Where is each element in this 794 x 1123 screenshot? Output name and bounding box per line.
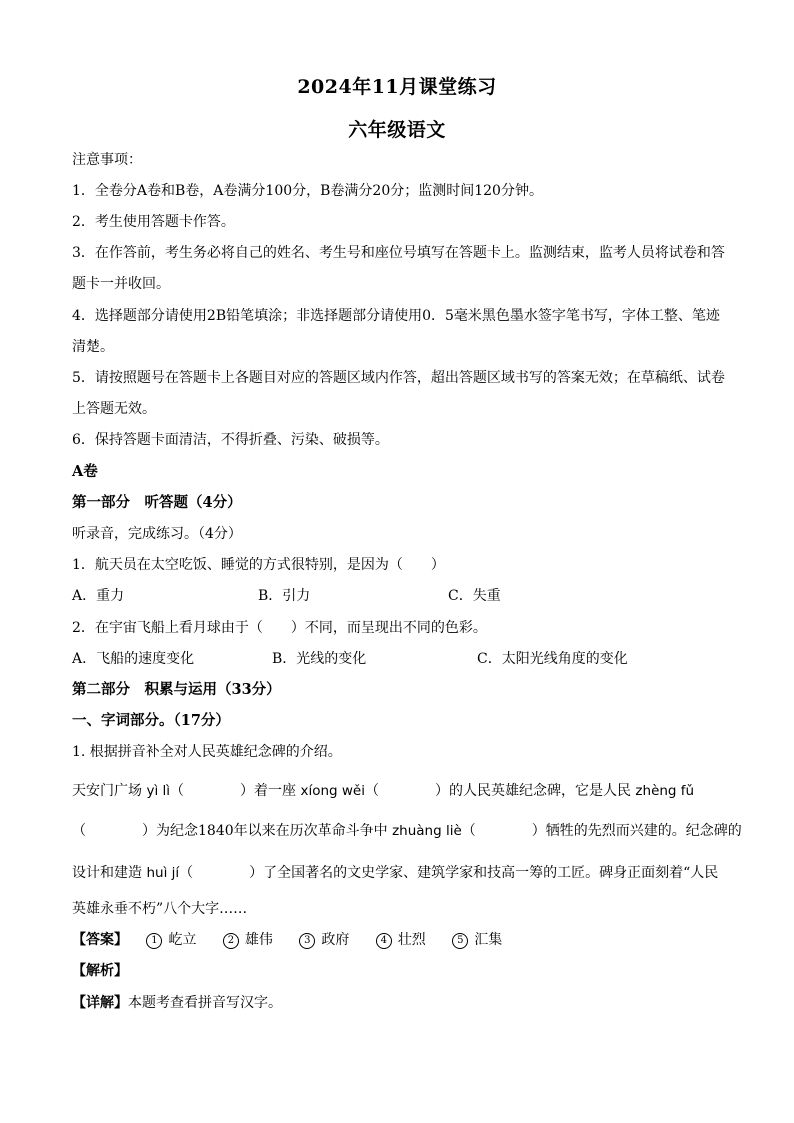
answer-label: 【答案】: [72, 932, 128, 948]
notice-item-5-cont: 上答题无效。: [72, 401, 156, 417]
answer-text: 政府: [321, 932, 350, 948]
circled-number: 2: [223, 933, 239, 949]
pinyin: zhèng fǔ: [635, 783, 695, 799]
passage-line-1: [72, 782, 732, 800]
question-1-stem: 1．航天员在太空吃饭、睡觉的方式很特别，是因为（ ）: [72, 557, 445, 573]
circled-number: 4: [376, 933, 392, 949]
pinyin: xíong wěi: [300, 783, 365, 799]
analysis-label: 【解析】: [72, 963, 128, 979]
pinyin: yì lì: [146, 783, 170, 799]
passage-text: （ ）了全国著名的文史学家、建筑学家和技高一筹的工匠。碑身正面刻着“人民: [179, 865, 719, 881]
notice-item-4: 4．选择题部分请使用2B铅笔填涂；非选择题部分请使用0．5毫米黑色墨水签字笔书写，字体工整、笔迹: [72, 308, 720, 324]
notice-item-3: 3．在作答前，考生务必将自己的姓名、考生号和座位号填写在答题卡上。监测结束，监考人员将试卷和答: [72, 245, 725, 261]
circled-number: 1: [146, 933, 162, 949]
section-a-heading: A卷: [72, 463, 98, 480]
notice-item-4-cont: 清楚。: [72, 339, 114, 355]
notice-heading: 注意事项：: [72, 152, 142, 168]
pinyin: huì jí: [146, 865, 180, 881]
passage-text: （ ）着一座: [170, 783, 301, 799]
notice-item-2: 2．考生使用答题卡作答。: [72, 214, 235, 230]
option-c: C．失重: [448, 588, 501, 604]
option-a: A．飞船的速度变化: [72, 651, 195, 667]
option-b: B．引力: [258, 588, 311, 604]
passage-line-3: [72, 864, 732, 882]
detail-label: 【详解】: [72, 995, 128, 1011]
answer-item-3: [299, 932, 349, 948]
answer-text: 汇集: [474, 932, 503, 948]
option-c: C．太阳光线角度的变化: [477, 651, 628, 667]
passage-text: 天安门广场: [72, 783, 147, 799]
notice-item-1: 1．全卷分A卷和B卷，A卷满分100分，B卷满分20分；监测时间120分钟。: [72, 183, 543, 199]
detail-line: [72, 994, 732, 1012]
question-2-stem: 2．在宇宙飞船上看月球由于（ ）不同，而呈现出不同的色彩。: [72, 620, 487, 636]
passage-text: 设计和建造: [72, 865, 147, 881]
answer-text: 屹立: [168, 932, 197, 948]
part1-heading: 第一部分 听答题（4分）: [72, 494, 242, 511]
notice-item-3-cont: 题卡一并收回。: [72, 276, 170, 292]
notice-item-6: 6．保持答题卡面清洁，不得折叠、污染、破损等。: [72, 432, 389, 448]
page-title: 2024年11月课堂练习: [297, 76, 497, 98]
answer-item-4: [376, 932, 426, 948]
option-b: B．光线的变化: [272, 651, 367, 667]
answer-line: [72, 931, 732, 949]
answer-text: 雄伟: [244, 932, 273, 948]
part1-intro: 听录音，完成练习。（4分）: [72, 526, 242, 542]
answer-item-1: [146, 932, 196, 948]
circled-number: 5: [452, 933, 468, 949]
passage-text: （ ）为纪念1840年以来在历次革命斗争中: [72, 823, 393, 839]
passage-line-4: 英雄永垂不朽”八个大字……: [72, 901, 248, 917]
question-2-options: [72, 650, 732, 668]
word-question-stem: 1. 根据拼音补全对人民英雄纪念碑的介绍。: [72, 744, 342, 760]
passage-text: （ ）牺牲的先烈而兴建的。纪念碑的: [461, 823, 742, 839]
passage-text: （ ）的人民英雄纪念碑，它是人民: [364, 783, 636, 799]
option-a: A．重力: [72, 588, 125, 604]
word-section-heading: 一、字词部分。（17分）: [72, 712, 230, 729]
notice-item-5: 5．请按照题号在答题卡上各题目对应的答题区域内作答，超出答题区域书写的答案无效；在草稿纸、试卷: [72, 370, 725, 386]
part2-heading: 第二部分 积累与运用（33分）: [72, 681, 281, 698]
passage-line-2: [72, 822, 742, 840]
answer-item-5: [452, 932, 502, 948]
detail-text: 本题考查看拼音写汉字。: [128, 995, 282, 1011]
answer-text: 壮烈: [397, 932, 426, 948]
circled-number: 3: [299, 933, 315, 949]
pinyin: zhuàng liè: [392, 823, 462, 839]
answer-item-2: [223, 932, 273, 948]
page-subtitle: 六年级语文: [348, 119, 446, 141]
question-1-options: [72, 587, 732, 605]
